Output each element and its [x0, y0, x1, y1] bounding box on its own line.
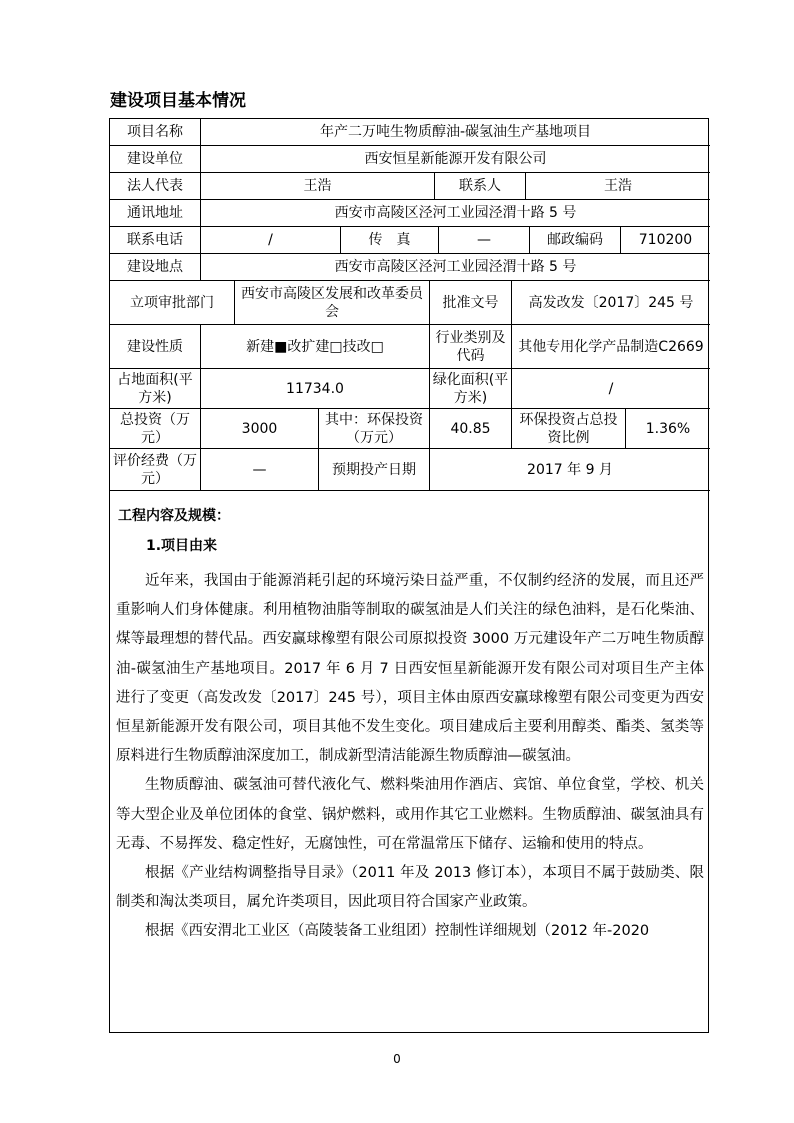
paragraph: 近年来，我国由于能源消耗引起的环境污染日益严重，不仅制约经济的发展，而且还严重影响人们身体健康。利用植物油脂等制取的碳氢油是人们关注的绿色油料，是石化柴油、煤等最理想的替代品。西安赢球橡塑有限公司原拟投资 3000 万元建设年产二万吨生物质醇油-碳氢油生产基地项目。2017 年 6 月 7 日西安恒星新能源开发有限公司对项目生产主体进行了变更（高发改发〔2017〕245 号），项目主体由原西安赢球橡塑有限公司变更为西安恒星新能源开发有限公司，项目其他不发生变化。项目建成后主要利用醇类、酯类、氢类等原料进行生物质醇油深度加工，制成新型清洁能源生物质醇油—碳氢油。 — [116, 573, 704, 765]
area-label: 占地面积(平方米) — [110, 369, 201, 409]
approval-dept-label: 立项审批部门 — [110, 281, 235, 325]
address-value: 西安市高陵区泾河工业园泾渭十路 5 号 — [201, 200, 710, 227]
phone-value: / — [201, 227, 341, 254]
project-name-value: 年产二万吨生物质醇油-碳氢油生产基地项目 — [201, 119, 710, 146]
env-ratio-value: 1.36% — [626, 409, 710, 449]
nature-value: 新建■改扩建□技改□ — [201, 325, 430, 369]
project-name-label: 项目名称 — [110, 119, 201, 146]
address-label: 通讯地址 — [110, 200, 201, 227]
area-value: 11734.0 — [201, 369, 430, 409]
invest-value: 3000 — [201, 409, 319, 449]
builder-value: 西安恒星新能源开发有限公司 — [201, 146, 710, 173]
date-value: 2017 年 9 月 — [430, 449, 710, 491]
nature-label: 建设性质 — [110, 325, 201, 369]
env-invest-label: 其中：环保投资（万元） — [319, 409, 430, 449]
site-label: 建设地点 — [110, 254, 201, 281]
approval-dept-value: 西安市高陵区发展和改革委员会 — [235, 281, 430, 325]
phone-label: 联系电话 — [110, 227, 201, 254]
green-value: / — [512, 369, 710, 409]
project-info-form — [109, 118, 709, 1033]
env-ratio-label: 环保投资占总投资比例 — [512, 409, 626, 449]
postcode-label: 邮政编码 — [530, 227, 621, 254]
document-title: 建设项目基本情况 — [110, 91, 246, 111]
date-label: 预期投产日期 — [319, 449, 430, 491]
contact-label: 联系人 — [435, 173, 526, 200]
contact-value: 王浩 — [526, 173, 710, 200]
paragraph: 根据《西安渭北工业区（高陵装备工业组团）控制性详细规划（2012 年-2020 — [145, 923, 650, 940]
section-body — [116, 567, 704, 947]
builder-label: 建设单位 — [110, 146, 201, 173]
site-value: 西安市高陵区泾河工业园泾渭十路 5 号 — [201, 254, 710, 281]
fax-label: 传 真 — [341, 227, 439, 254]
industry-label: 行业类别及代码 — [430, 325, 512, 369]
paragraph: 生物质醇油、碳氢油可替代液化气、燃料柴油用作酒店、宾馆、单位食堂，学校、机关等大型企业及单位团体的食堂、锅炉燃料，或用作其它工业燃料。生物质醇油、碳氢油具有无毒、不易挥发、稳定性好，无腐蚀性，可在常温常压下储存、运输和使用的特点。 — [116, 777, 704, 852]
invest-label: 总投资（万元） — [110, 409, 201, 449]
project-content-section — [110, 491, 708, 1032]
approval-no-value: 高发改发〔2017〕245 号 — [512, 281, 710, 325]
approval-no-label: 批准文号 — [430, 281, 512, 325]
fax-value: — — [439, 227, 530, 254]
env-invest-value: 40.85 — [430, 409, 512, 449]
page-number: 0 — [393, 1052, 401, 1066]
industry-value: 其他专用化学产品制造C2669 — [512, 325, 710, 369]
paragraph: 根据《产业结构调整指导目录》（2011 年及 2013 修订本），本项目不属于鼓励类、限制类和淘汰类项目，属允许类项目，因此项目符合国家产业政策。 — [116, 865, 704, 911]
section-heading: 工程内容及规模： — [118, 508, 230, 524]
eval-fee-label: 评价经费（万元） — [110, 449, 201, 491]
legal-rep-value: 王浩 — [201, 173, 435, 200]
eval-fee-value: — — [201, 449, 319, 491]
subsection-heading: 1.项目由来 — [146, 538, 218, 554]
legal-rep-label: 法人代表 — [110, 173, 201, 200]
postcode-value: 710200 — [621, 227, 710, 254]
green-label: 绿化面积(平方米) — [430, 369, 512, 409]
